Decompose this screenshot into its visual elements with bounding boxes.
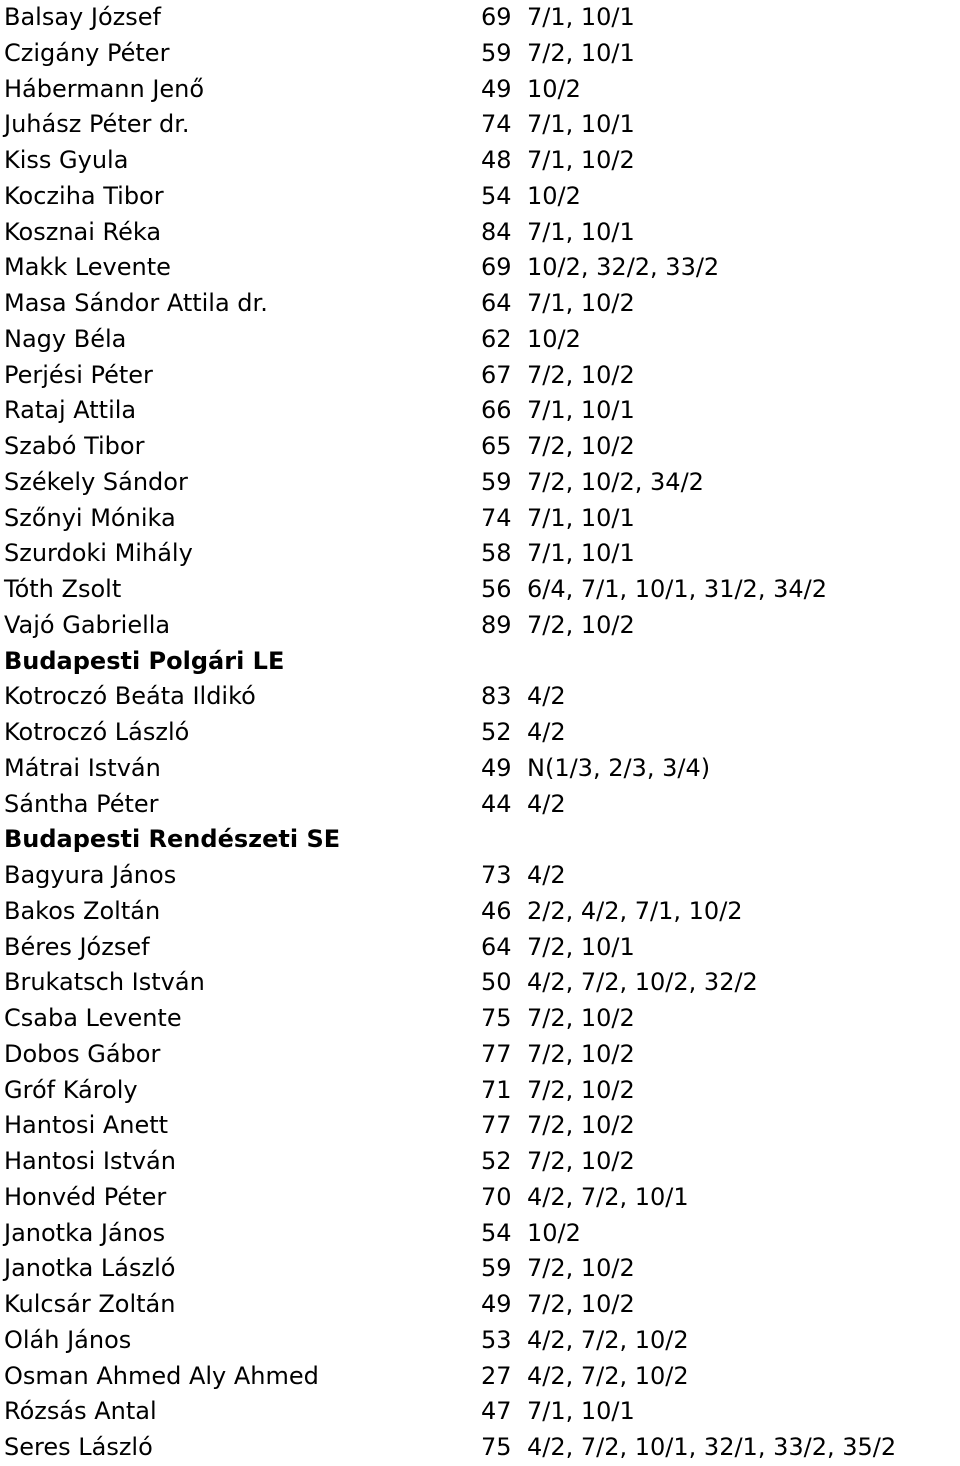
athlete-name: Szabó Tibor <box>4 432 145 460</box>
athlete-row <box>4 1073 960 1109</box>
athlete-name: Szurdoki Mihály <box>4 539 193 568</box>
athlete-name: Juhász Péter dr. <box>4 110 190 139</box>
club-heading-row <box>4 644 960 680</box>
athlete-name: Kiss Gyula <box>4 146 129 174</box>
athlete-row <box>4 1251 960 1287</box>
athlete-row <box>4 751 960 787</box>
athlete-events: 10/2 <box>527 1218 581 1247</box>
athlete-events: 4/2 <box>527 682 566 711</box>
athlete-row <box>4 1108 960 1144</box>
club-name: Budapesti Rendészeti SE <box>4 825 341 854</box>
athlete-row <box>4 1180 960 1216</box>
athlete-name: Tóth Zsolt <box>4 575 122 603</box>
athlete-row <box>4 1394 960 1430</box>
athlete-events: 4/2 <box>527 718 566 746</box>
athlete-name: Mátrai István <box>4 753 161 782</box>
athlete-score: 59 <box>481 1254 512 1283</box>
athlete-row <box>4 72 960 108</box>
athlete-score: 49 <box>481 74 512 103</box>
athlete-name: Balsay József <box>4 3 161 31</box>
athlete-score: 48 <box>481 146 512 174</box>
athlete-score: 65 <box>481 432 512 460</box>
athlete-row <box>4 1323 960 1359</box>
athlete-row <box>4 1216 960 1252</box>
athlete-events: 7/1, 10/1 <box>527 1397 635 1426</box>
athlete-row <box>4 965 960 1001</box>
athlete-score: 50 <box>481 968 512 997</box>
athlete-score: 52 <box>481 1147 512 1175</box>
athlete-name: Hantosi István <box>4 1147 176 1175</box>
athlete-score: 49 <box>481 1290 512 1318</box>
athlete-row <box>4 215 960 251</box>
athlete-score: 53 <box>481 1325 512 1354</box>
athlete-score: 75 <box>481 1433 512 1461</box>
athlete-row <box>4 465 960 501</box>
athlete-score: 84 <box>481 217 512 246</box>
athlete-score: 49 <box>481 753 512 782</box>
athlete-name: Kocziha Tibor <box>4 181 164 210</box>
athlete-row <box>4 0 960 36</box>
athlete-row <box>4 1037 960 1073</box>
athlete-events: 7/2, 10/2 <box>527 1004 635 1032</box>
athlete-row <box>4 572 960 608</box>
athlete-events: 7/1, 10/1 <box>527 3 635 31</box>
athlete-row <box>4 250 960 286</box>
athlete-name: Sántha Péter <box>4 789 159 818</box>
athlete-row <box>4 894 960 930</box>
athlete-name: Bakos Zoltán <box>4 896 161 925</box>
athlete-score: 75 <box>481 1004 512 1032</box>
athlete-events: 7/1, 10/1 <box>527 217 635 246</box>
athlete-row <box>4 358 960 394</box>
athlete-events: N(1/3, 2/3, 3/4) <box>527 753 711 782</box>
athlete-row <box>4 679 960 715</box>
athlete-name: Bagyura János <box>4 861 177 889</box>
athlete-events: 4/2 <box>527 861 566 889</box>
athlete-events: 7/2, 10/1 <box>527 38 635 67</box>
club-heading-row <box>4 822 960 858</box>
athlete-events: 7/2, 10/2 <box>527 1254 635 1283</box>
athlete-score: 54 <box>481 1218 512 1247</box>
athlete-name: Kosznai Réka <box>4 217 162 246</box>
athlete-events: 7/1, 10/1 <box>527 396 635 425</box>
athlete-row <box>4 536 960 572</box>
athlete-events: 7/2, 10/1 <box>527 932 635 961</box>
athlete-events: 6/4, 7/1, 10/1, 31/2, 34/2 <box>527 575 827 603</box>
athlete-row <box>4 429 960 465</box>
athlete-score: 44 <box>481 789 512 818</box>
athlete-events: 7/1, 10/1 <box>527 503 635 532</box>
athlete-score: 69 <box>481 253 512 282</box>
athlete-name: Rózsás Antal <box>4 1397 157 1426</box>
athlete-events: 7/2, 10/2 <box>527 1111 635 1140</box>
athlete-score: 67 <box>481 360 512 389</box>
athlete-score: 73 <box>481 861 512 889</box>
athlete-events: 7/2, 10/2 <box>527 610 635 639</box>
athlete-name: Kotroczó László <box>4 718 190 746</box>
athlete-score: 74 <box>481 503 512 532</box>
athlete-row <box>4 286 960 322</box>
entry-list <box>4 0 960 1466</box>
athlete-name: Seres László <box>4 1433 153 1461</box>
athlete-row <box>4 858 960 894</box>
athlete-row <box>4 715 960 751</box>
athlete-events: 4/2, 7/2, 10/1 <box>527 1182 689 1211</box>
athlete-row <box>4 36 960 72</box>
athlete-row <box>4 930 960 966</box>
athlete-events: 7/1, 10/1 <box>527 110 635 139</box>
athlete-events: 7/2, 10/2 <box>527 432 635 460</box>
athlete-name: Dobos Gábor <box>4 1039 161 1068</box>
athlete-score: 77 <box>481 1039 512 1068</box>
athlete-score: 52 <box>481 718 512 746</box>
athlete-row <box>4 1287 960 1323</box>
athlete-events: 7/2, 10/2 <box>527 1039 635 1068</box>
athlete-name: Janotka János <box>4 1218 166 1247</box>
athlete-score: 89 <box>481 610 512 639</box>
athlete-row <box>4 787 960 823</box>
athlete-events: 10/2 <box>527 181 581 210</box>
athlete-score: 59 <box>481 38 512 67</box>
athlete-name: Czigány Péter <box>4 38 170 67</box>
athlete-events: 4/2, 7/2, 10/1, 32/1, 33/2, 35/2 <box>527 1433 897 1461</box>
athlete-events: 7/2, 10/2 <box>527 1147 635 1175</box>
athlete-name: Brukatsch István <box>4 968 205 997</box>
athlete-score: 77 <box>481 1111 512 1140</box>
athlete-events: 7/2, 10/2, 34/2 <box>527 467 704 496</box>
athlete-score: 83 <box>481 682 512 711</box>
athlete-name: Hantosi Anett <box>4 1111 169 1140</box>
athlete-name: Csaba Levente <box>4 1004 182 1032</box>
athlete-events: 10/2 <box>527 324 581 353</box>
athlete-events: 4/2, 7/2, 10/2 <box>527 1325 689 1354</box>
athlete-row <box>4 393 960 429</box>
athlete-events: 7/2, 10/2 <box>527 1075 635 1104</box>
athlete-events: 4/2 <box>527 789 566 818</box>
athlete-score: 47 <box>481 1397 512 1426</box>
athlete-name: Osman Ahmed Aly Ahmed <box>4 1361 319 1390</box>
athlete-events: 10/2, 32/2, 33/2 <box>527 253 720 282</box>
athlete-score: 46 <box>481 896 512 925</box>
athlete-events: 7/1, 10/1 <box>527 539 635 568</box>
athlete-score: 54 <box>481 181 512 210</box>
athlete-name: Vajó Gabriella <box>4 610 171 639</box>
athlete-events: 10/2 <box>527 74 581 103</box>
athlete-score: 27 <box>481 1361 512 1390</box>
athlete-score: 64 <box>481 289 512 317</box>
athlete-name: Béres József <box>4 932 150 961</box>
athlete-name: Szőnyi Mónika <box>4 503 176 532</box>
athlete-score: 69 <box>481 3 512 31</box>
athlete-name: Masa Sándor Attila dr. <box>4 289 268 317</box>
athlete-name: Gróf Károly <box>4 1075 138 1104</box>
athlete-score: 56 <box>481 575 512 603</box>
athlete-name: Kulcsár Zoltán <box>4 1290 176 1318</box>
athlete-row <box>4 322 960 358</box>
athlete-name: Kotroczó Beáta Ildikó <box>4 682 256 711</box>
athlete-score: 74 <box>481 110 512 139</box>
athlete-score: 62 <box>481 324 512 353</box>
athlete-score: 70 <box>481 1182 512 1211</box>
athlete-name: Makk Levente <box>4 253 171 282</box>
athlete-row <box>4 179 960 215</box>
athlete-score: 66 <box>481 396 512 425</box>
athlete-row <box>4 501 960 537</box>
athlete-row <box>4 143 960 179</box>
athlete-row <box>4 1001 960 1037</box>
athlete-name: Rataj Attila <box>4 396 137 425</box>
athlete-row <box>4 1144 960 1180</box>
athlete-row <box>4 1359 960 1395</box>
athlete-name: Janotka László <box>4 1254 176 1283</box>
athlete-events: 4/2, 7/2, 10/2 <box>527 1361 689 1390</box>
athlete-name: Perjési Péter <box>4 360 153 389</box>
athlete-score: 71 <box>481 1075 512 1104</box>
athlete-row <box>4 1430 960 1466</box>
athlete-events: 4/2, 7/2, 10/2, 32/2 <box>527 968 758 997</box>
athlete-name: Székely Sándor <box>4 467 188 496</box>
club-name: Budapesti Polgári LE <box>4 646 285 675</box>
athlete-events: 7/1, 10/2 <box>527 146 635 174</box>
athlete-score: 64 <box>481 932 512 961</box>
athlete-name: Honvéd Péter <box>4 1182 167 1211</box>
athlete-events: 2/2, 4/2, 7/1, 10/2 <box>527 896 743 925</box>
athlete-score: 59 <box>481 467 512 496</box>
athlete-name: Oláh János <box>4 1325 132 1354</box>
athlete-events: 7/2, 10/2 <box>527 360 635 389</box>
athlete-name: Hábermann Jenő <box>4 74 205 103</box>
athlete-events: 7/2, 10/2 <box>527 1290 635 1318</box>
athlete-events: 7/1, 10/2 <box>527 289 635 317</box>
athlete-name: Nagy Béla <box>4 324 127 353</box>
athlete-score: 58 <box>481 539 512 568</box>
athlete-row <box>4 107 960 143</box>
athlete-row <box>4 608 960 644</box>
